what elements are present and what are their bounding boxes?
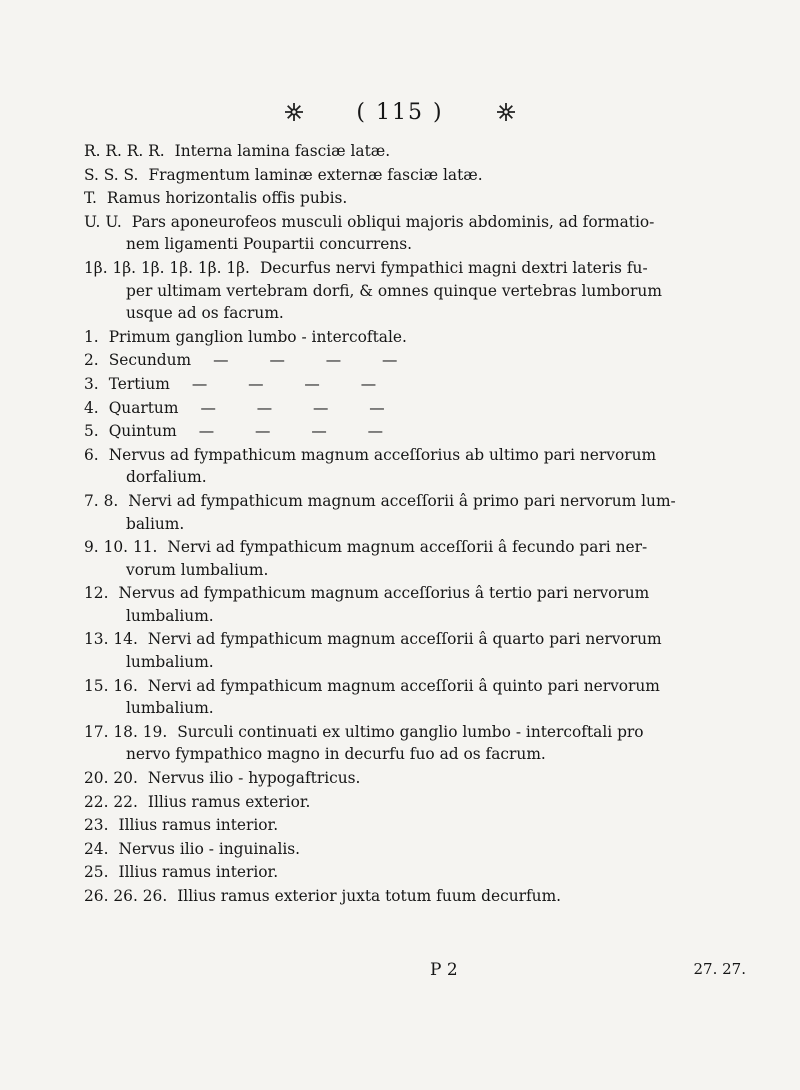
legend-entry: [84, 838, 772, 861]
entry-text: vorum lumbalium.: [126, 560, 269, 579]
legend-list: [84, 140, 772, 909]
entry-text: lumbalium.: [126, 653, 214, 672]
entry-text: usque ad os facrum.: [126, 304, 284, 323]
ditto-dashes: — — — —: [198, 422, 401, 441]
entry-label: 4.: [84, 398, 99, 417]
entry-text: balium.: [126, 514, 185, 533]
legend-entry: [84, 861, 772, 884]
catchword: 27. 27.: [693, 960, 746, 978]
legend-entry: [84, 444, 772, 489]
legend-entry: [84, 164, 772, 187]
entry-label: S. S. S.: [84, 165, 139, 184]
legend-entry: [84, 373, 772, 396]
legend-entry: [84, 791, 772, 814]
legend-entry: [84, 397, 772, 420]
entry-label: T.: [84, 189, 97, 208]
entry-label: 25.: [84, 863, 109, 882]
entry-label: 7. 8.: [84, 491, 119, 510]
entry-text: Quartum: [108, 398, 179, 417]
entry-text: Secundum: [108, 351, 192, 370]
entry-text: dorfalium.: [126, 468, 207, 487]
legend-entry: [84, 420, 772, 443]
entry-label: 26. 26. 26.: [84, 887, 168, 905]
legend-entry: [84, 326, 772, 349]
legend-entry: [84, 767, 772, 790]
entry-text: Fragmentum laminæ externæ fasciæ latæ.: [148, 165, 483, 184]
entry-text: Nervi ad fympathicum magnum acceſſorii â primo pari nervorum lum-: [128, 491, 676, 510]
entry-text: Tertium: [108, 374, 170, 393]
ornament-icon: [285, 103, 303, 121]
legend-entry: [84, 721, 772, 766]
entry-label: 23.: [84, 816, 109, 835]
legend-entry: [84, 187, 772, 210]
entry-label: 17. 18. 19.: [84, 722, 168, 741]
entry-text: Nervus ilio - inguinalis.: [118, 839, 301, 858]
entry-label: R. R. R. R.: [84, 142, 165, 160]
entry-text: Decurfus nervi fympathici magni dextri lateris fu-: [259, 258, 648, 277]
entry-text: lumbalium.: [126, 699, 214, 718]
entry-label: 13. 14.: [84, 630, 138, 649]
entry-label: 24.: [84, 839, 109, 858]
page-header: [0, 100, 800, 125]
entry-text: Nervus ad fympathicum magnum acceſſorius â tertio pari nervorum: [118, 584, 650, 603]
legend-entry: [84, 536, 772, 581]
entry-text: per ultimam vertebram dorfi, & omnes quinque vertebras lumborum: [126, 281, 662, 300]
ornament-icon: [497, 103, 515, 121]
entry-text: Nervi ad fympathicum magnum acceſſorii â fecundo pari ner-: [167, 538, 648, 557]
entry-text: Illius ramus exterior juxta totum fuum decurfum.: [177, 887, 562, 905]
entry-text: Illius ramus interior.: [118, 863, 279, 882]
entry-text: nervo fympathico magno in decurfu fuo ad os facrum.: [126, 745, 546, 764]
ditto-dashes: — — — —: [213, 351, 416, 370]
page-footer: [84, 960, 772, 984]
entry-text: lumbalium.: [126, 606, 214, 625]
entry-label: U. U.: [84, 212, 122, 231]
entry-text: Nervus ilio - hypogaftricus.: [147, 769, 361, 788]
entry-text: Surculi continuati ex ultimo ganglio lumbo - intercoftali pro: [177, 722, 644, 741]
legend-entry: [84, 257, 772, 325]
signature-mark: P 2: [430, 960, 458, 980]
legend-entry: [84, 628, 772, 673]
legend-entry: [84, 582, 772, 627]
entry-text: nem ligamenti Poupartii concurrens.: [126, 235, 413, 254]
entry-label: 12.: [84, 584, 109, 603]
page-number: ( 115 ): [356, 100, 444, 125]
entry-text: Nervus ad fympathicum magnum acceſſorius ab ultimo pari nervorum: [108, 445, 657, 464]
legend-entry: [84, 490, 772, 535]
entry-label: 5.: [84, 422, 99, 441]
legend-entry: [84, 814, 772, 837]
entry-label: 1β. 1β. 1β. 1β. 1β. 1β.: [84, 258, 250, 277]
entry-label: 15. 16.: [84, 676, 138, 695]
entry-text: Illius ramus interior.: [118, 816, 279, 835]
entry-text: Ramus horizontalis offis pubis.: [106, 189, 348, 208]
legend-entry: [84, 349, 772, 372]
entry-text: Quintum: [108, 422, 177, 441]
entry-label: 22. 22.: [84, 792, 138, 811]
entry-label: 2.: [84, 351, 99, 370]
entry-text: Primum ganglion lumbo - intercoftale.: [108, 327, 407, 346]
ditto-dashes: — — — —: [191, 374, 395, 393]
legend-entry: [84, 675, 772, 720]
legend-entry: [84, 211, 772, 256]
entry-text: Pars aponeurofeos musculi obliqui majoris abdominis, ad formatio-: [131, 212, 655, 231]
entry-text: Interna lamina fasciæ latæ.: [174, 142, 391, 160]
entry-label: 6.: [84, 445, 99, 464]
entry-label: 20. 20.: [84, 769, 138, 788]
entry-label: 9. 10. 11.: [84, 538, 158, 557]
entry-text: Illius ramus exterior.: [147, 792, 311, 811]
entry-text: Nervi ad fympathicum magnum acceſſorii â quarto pari nervorum: [147, 630, 662, 649]
ditto-dashes: — — — —: [200, 398, 403, 417]
legend-entry: [84, 140, 772, 163]
entry-text: Nervi ad fympathicum magnum acceſſorii â quinto pari nervorum: [147, 676, 660, 695]
legend-entry: [84, 885, 772, 908]
entry-label: 1.: [84, 327, 99, 346]
entry-label: 3.: [84, 374, 99, 393]
